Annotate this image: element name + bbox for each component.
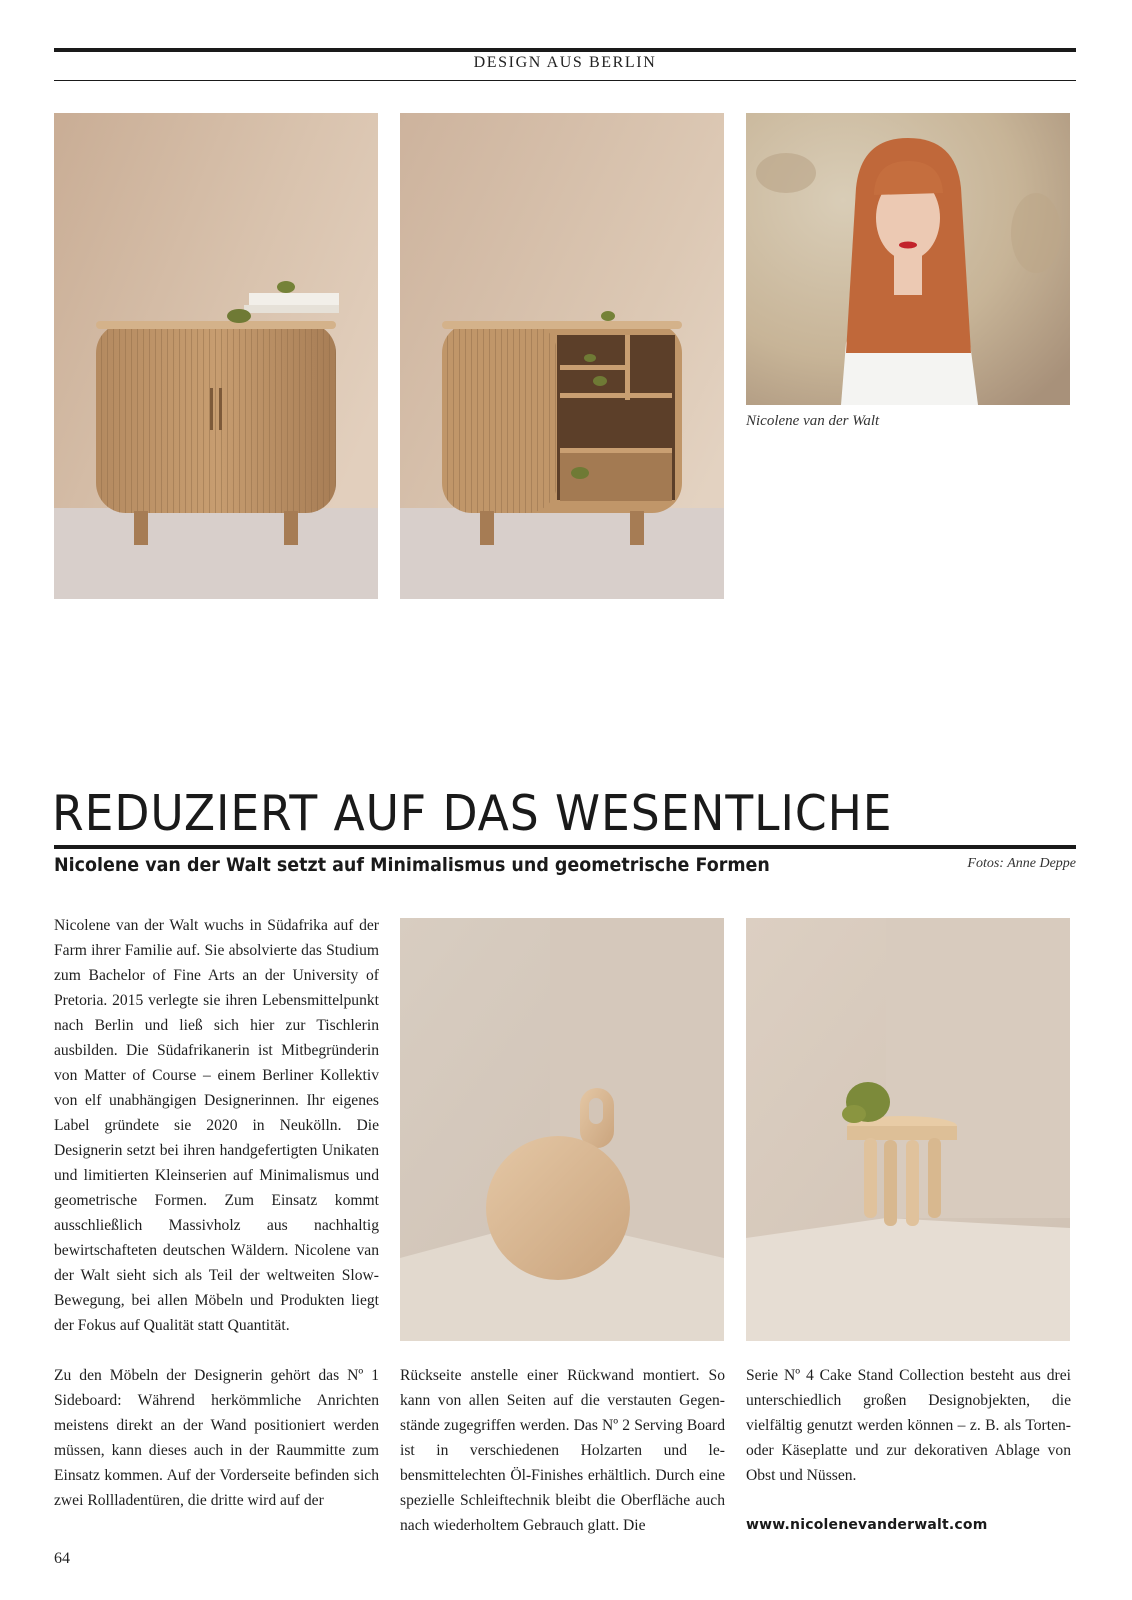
photo-credit: Fotos: Anne Deppe [967, 856, 1076, 871]
article-column-3 [746, 1363, 1071, 1538]
headline-rule [54, 845, 1076, 849]
portrait-caption: Nicolene van der Walt [746, 413, 880, 429]
photo-cake-stand [746, 918, 1070, 1341]
photo-sideboard-open [400, 113, 724, 599]
article-column-2 [400, 1363, 725, 1538]
photo-portrait [746, 113, 1070, 405]
article-column-1 [54, 913, 379, 1513]
header-rule-top [54, 48, 1076, 52]
paragraph-cake-stand: Serie Nº 4 Cake Stand Collection besteht aus drei unterschiedlich großen Designobjekten, die vielfältig genutzt werden können – z. B. als Torten- oder Käseplatte und zur dekorativen Ablage von Obst und Nüssen. [746, 1367, 1071, 1484]
article-subheadline: Nicolene van der Walt setzt auf Minimalismus und geometrische Formen [54, 854, 770, 876]
website-link[interactable]: www.nicolenevanderwalt.com [746, 1517, 988, 1533]
article-headline: REDUZIERT AUF DAS WESENTLICHE [52, 785, 893, 842]
section-kicker: DESIGN AUS BERLIN [473, 54, 657, 71]
header-rule-bottom [54, 80, 1076, 81]
paragraph-serving-board: Rückseite anstelle einer Rückwand montiert. So kann von allen Seiten auf die verstauten Gegenstände zugegriffen werden. Das Nº 2 Serving Board ist in verschiedenen Holzarten und lebensmittelechten Öl-Finishes erhältlich. Durch eine spezielle Schleiftechnik bleibt die Oberfläche auch nach wiederholtem Gebrauch glatt. Die [400, 1367, 725, 1534]
paragraph-sideboard: Zu den Möbeln der Designerin gehört das Nº 1 Sideboard: Während herkömmliche Anrichten meistens direkt an der Wand positioniert werden müssen, kann dieses auch in der Raummitte zum Einsatz kommen. Auf der Vorderseite befinden sich zwei Rollladentüren, die dritte wird auf der [54, 1367, 379, 1509]
photo-serving-board [400, 918, 724, 1341]
photo-sideboard-closed [54, 113, 378, 599]
paragraph-intro: Nicolene van der Walt wuchs in Südafrika auf der Farm ihrer Familie auf. Sie absolvierte das Studium zum Bachelor of Fine Arts an der University of Pretoria. 2015 verlegte sie ihren Lebensmittelpunkt nach Berlin und ließ sich hier zur Tischlerin ausbilden. Die Südafrikanerin ist Mitbegründerin von Matter of Course – einem Berliner Kollektiv von elf unabhängigen Designerinnen. Ihr eigenes Label gründete sie 2020 in Neukölln. Die Designerin setzt bei ihren handgefertigten Unikaten und limitierten Kleinserien auf Minimalismus und geometrische Formen. Zum Einsatz kommt ausschließlich Massivholz aus nachhaltig bewirtschafteten deutschen Wäldern. Nicolene van der Walt sieht sich als Teil der weltweiten Slow-Bewegung, bei allen Möbeln und Produkten liegt der Fokus auf Qualität statt Quantität. [54, 917, 379, 1334]
page-number: 64 [54, 1550, 70, 1567]
